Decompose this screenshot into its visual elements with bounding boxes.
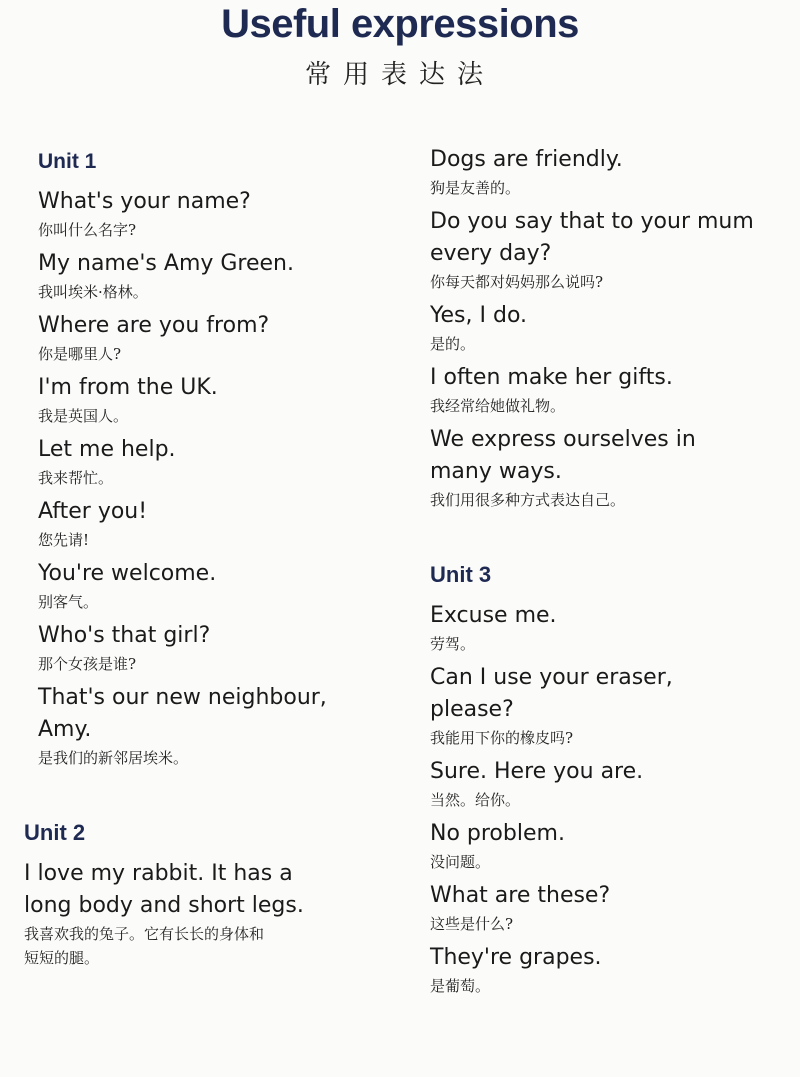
list-item — [430, 662, 790, 750]
english-expression: You're welcome. — [38, 561, 217, 586]
chinese-translation: 您先请! — [38, 531, 90, 549]
english-expression: Do you say that to your mum every day? — [430, 209, 754, 266]
chinese-translation: 当然。给你。 — [430, 791, 521, 809]
english-expression: We express ourselves in many ways. — [430, 427, 696, 484]
list-item — [24, 858, 404, 970]
list-item — [38, 434, 404, 490]
left-column — [24, 150, 404, 976]
chinese-translation: 你每天都对妈妈那么说吗? — [430, 273, 604, 291]
english-expression: Let me help. — [38, 437, 176, 462]
page-title: Useful expressions — [221, 2, 579, 46]
list-item — [38, 620, 404, 676]
unit-1-list — [38, 186, 404, 770]
chinese-translation: 劳驾。 — [430, 635, 476, 653]
list-item — [430, 206, 790, 294]
unit-1-heading: Unit 1 — [38, 150, 97, 173]
unit-spacer — [430, 518, 790, 562]
chinese-translation: 你叫什么名字? — [38, 221, 137, 239]
unit-2-heading: Unit 2 — [24, 820, 86, 845]
list-item — [430, 756, 790, 812]
list-item — [430, 144, 790, 200]
chinese-translation: 我能用下你的橡皮吗? — [430, 729, 574, 747]
chinese-translation: 我们用很多种方式表达自己。 — [430, 491, 626, 509]
chinese-translation: 我是英国人。 — [38, 407, 129, 425]
unit-spacer — [24, 776, 404, 820]
list-item — [38, 310, 404, 366]
english-expression: Excuse me. — [430, 603, 557, 628]
english-expression: Can I use your eraser, please? — [430, 665, 673, 722]
chinese-translation: 我叫埃米·格林。 — [38, 283, 148, 301]
chinese-translation: 是我们的新邻居埃米。 — [38, 749, 189, 767]
chinese-translation: 我经常给她做礼物。 — [430, 397, 566, 415]
list-item — [38, 248, 404, 304]
list-item — [430, 362, 790, 418]
right-column — [430, 144, 790, 1004]
chinese-translation: 我喜欢我的兔子。它有长长的身体和 短短的腿。 — [24, 925, 265, 967]
english-expression: I'm from the UK. — [38, 375, 218, 400]
english-expression: Sure. Here you are. — [430, 759, 644, 784]
english-expression: What are these? — [430, 883, 611, 908]
english-expression: Where are you from? — [38, 313, 270, 338]
chinese-translation: 我来帮忙。 — [38, 469, 114, 487]
english-expression: No problem. — [430, 821, 565, 846]
chinese-translation: 是葡萄。 — [430, 977, 491, 995]
list-item — [430, 880, 790, 936]
unit-3-heading: Unit 3 — [430, 562, 492, 587]
chinese-translation: 没问题。 — [430, 853, 491, 871]
list-item — [430, 600, 790, 656]
chinese-translation: 那个女孩是谁? — [38, 655, 137, 673]
chinese-translation: 别客气。 — [38, 593, 99, 611]
english-expression: Yes, I do. — [430, 303, 528, 328]
english-expression: They're grapes. — [430, 945, 602, 970]
list-item — [430, 424, 790, 512]
list-item — [38, 558, 404, 614]
english-expression: I love my rabbit. It has a long body and short legs. — [24, 861, 304, 918]
chinese-translation: 狗是友善的。 — [430, 179, 521, 197]
list-item — [38, 372, 404, 428]
english-expression: Dogs are friendly. — [430, 147, 623, 172]
list-item — [38, 186, 404, 242]
chinese-translation: 是的。 — [430, 335, 476, 353]
list-item — [38, 496, 404, 552]
english-expression: My name's Amy Green. — [38, 251, 294, 276]
english-expression: I often make her gifts. — [430, 365, 673, 390]
chinese-translation: 你是哪里人? — [38, 345, 122, 363]
english-expression: That's our new neighbour, Amy. — [38, 685, 327, 742]
list-item — [430, 300, 790, 356]
page-subtitle: 常用表达法 — [304, 60, 495, 90]
chinese-translation: 这些是什么? — [430, 915, 514, 933]
english-expression: Who's that girl? — [38, 623, 211, 648]
english-expression: After you! — [38, 499, 148, 524]
english-expression: What's your name? — [38, 189, 251, 214]
list-item — [38, 682, 404, 770]
list-item — [430, 942, 790, 998]
list-item — [430, 818, 790, 874]
